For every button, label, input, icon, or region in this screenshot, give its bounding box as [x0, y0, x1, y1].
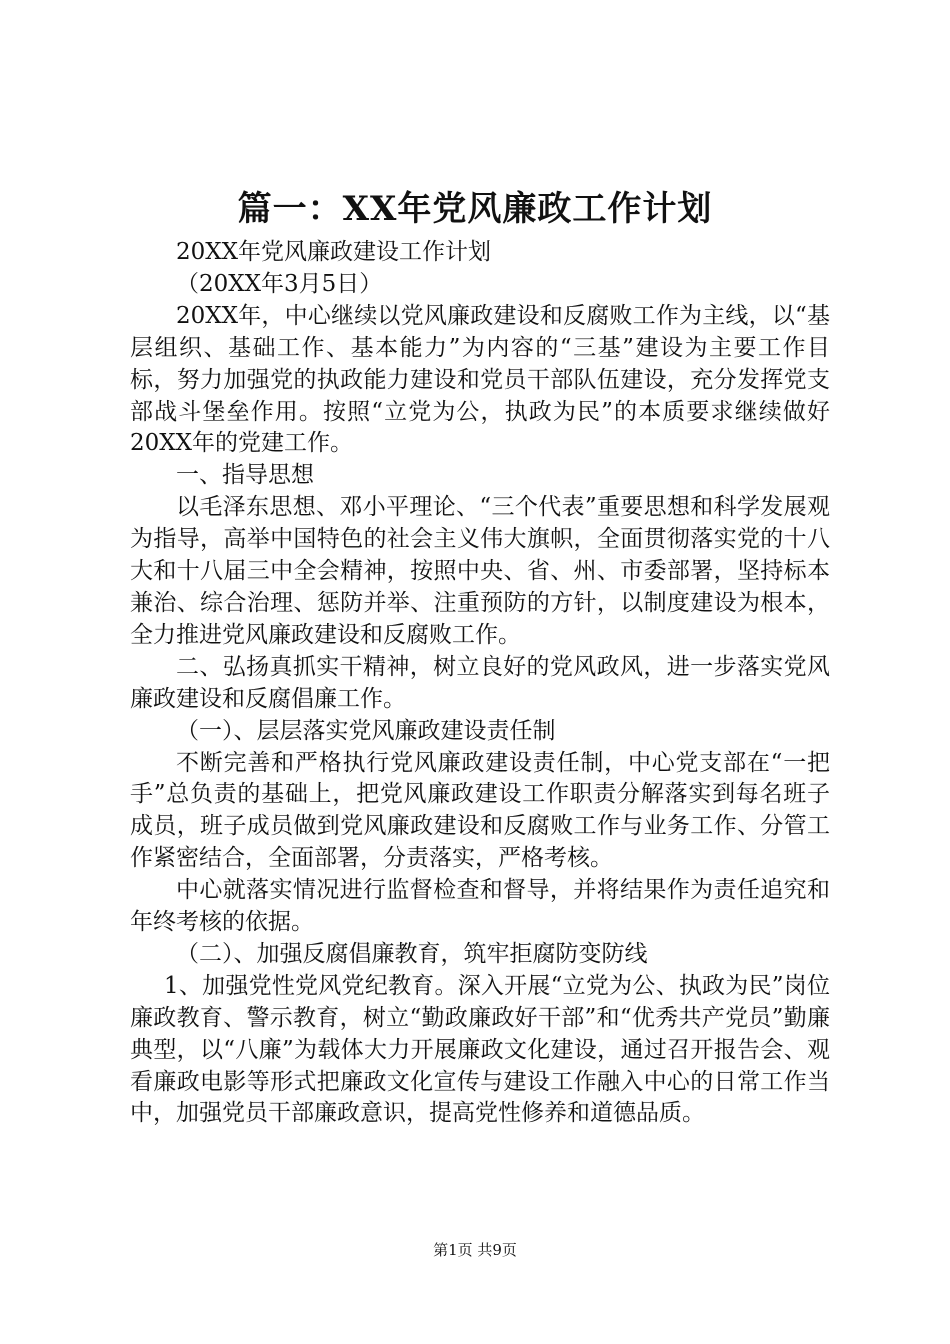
guiding-thought-paragraph: 以毛泽东思想、邓小平理论、“三个代表”重要思想和科学发展观为指导，高举中国特色的社会主义伟大旗帜，全面贯彻落实党的十八大和十八届三中全会精神，按照中央、省、州、市委部署，坚持标本兼治、综合治理、惩防并举、注重预防的方针，以制度建设为根本，全力推进党风廉政建设和反腐败工作。	[130, 494, 830, 648]
supervision-paragraph: 中心就落实情况进行监督检查和督导，并将结果作为责任追究和年终考核的依据。	[130, 877, 830, 936]
document-title: 篇一：XX年党风廉政工作计划	[237, 189, 713, 229]
plan-subtitle: 20XX年党风廉政建设工作计划	[176, 239, 492, 265]
education-paragraph: 1、加强党性党风党纪教育。深入开展“立党为公、执政为民”岗位廉政教育、警示教育，树立“勤政廉政好干部”和“优秀共产党员”勤廉典型，以“八廉”为载体大力开展廉政文化建设，通过召开报告会、观看廉政电影等形式把廉政文化宣传与建设工作融入中心的日常工作当中，加强党员干部廉政意识，提高党性修养和道德品质。	[130, 972, 830, 1127]
page-number-footer: 第1页 共9页	[433, 1241, 517, 1259]
section-heading-1: 一、指导思想	[176, 462, 314, 489]
responsibility-paragraph: 不断完善和严格执行党风廉政建设责任制，中心党支部在“一把手”总负责的基础上，把党风廉政建设工作职责分解落实到每名班子成员，班子成员做到党风廉政建设和反腐败工作与业务工作、分管工作紧密结合，全面部署，分责落实，严格考核。	[130, 749, 830, 872]
intro-paragraph: 20XX年，中心继续以党风廉政建设和反腐败工作为主线，以“基层组织、基础工作、基本能力”为内容的“三基”建设为主要工作目标，努力加强党的执政能力建设和党员干部队伍建设，充分发挥党支部战斗堡垒作用。按照“立党为公，执政为民”的本质要求继续做好20XX年的党建工作。	[130, 302, 830, 457]
document-body	[130, 237, 830, 1130]
subsection-heading-1: （一）、层层落实党风廉政建设责任制	[176, 717, 556, 744]
section-heading-2: 二、弘扬真抓实干精神，树立良好的党风政风，进一步落实党风廉政建设和反腐倡廉工作。	[130, 653, 830, 712]
plan-date: （20XX年3月5日）	[176, 270, 383, 297]
subsection-heading-2: （二）、加强反腐倡廉教育，筑牢拒腐防变防线	[176, 940, 648, 967]
